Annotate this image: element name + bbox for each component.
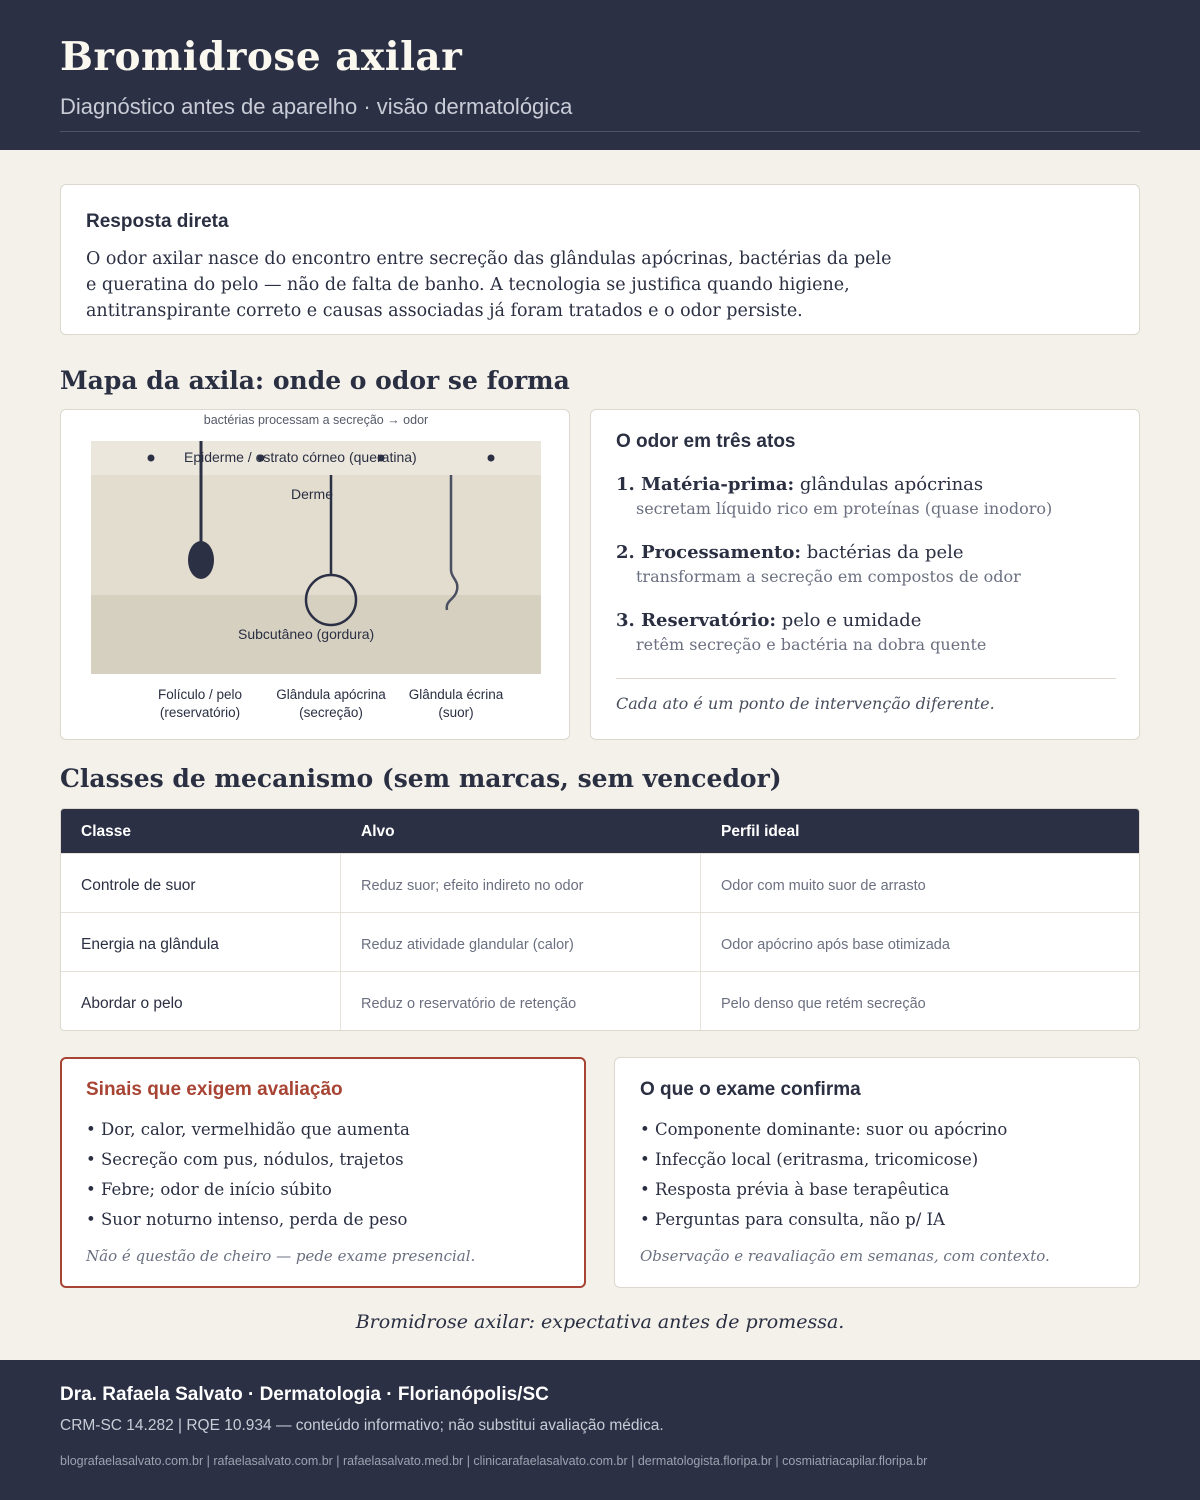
direct-answer-line: e queratina do pelo — não de falta de banho. A tecnologia se justifica quando higiene, — [86, 275, 850, 295]
table-cell-class: Energia na glândula — [81, 936, 219, 953]
header-divider — [60, 131, 1140, 132]
three-acts-card — [590, 409, 1140, 740]
legend-eccrine-name: Glândula écrina — [408, 687, 504, 702]
table-row — [61, 853, 1139, 912]
act-item — [616, 474, 1116, 518]
map-caption: bactérias processam a secreção → odor — [203, 413, 429, 427]
direct-answer-title: Resposta direta — [86, 211, 229, 232]
act-number: 2. — [616, 542, 635, 563]
table-cell-target: Reduz atividade glandular (calor) — [361, 937, 574, 953]
tagline: Bromidrose axilar: expectativa antes de promessa. — [355, 1311, 845, 1333]
list-item: • Resposta prévia à base terapêutica — [640, 1175, 1007, 1205]
table-cell-profile: Odor com muito suor de arrasto — [721, 878, 926, 894]
table-row — [61, 912, 1139, 971]
legend-follicle — [125, 686, 275, 722]
page-subtitle: Diagnóstico antes de aparelho · visão dermatológica — [60, 94, 573, 119]
dermis-label: Derme — [291, 486, 334, 502]
bacteria-dot — [148, 455, 155, 462]
legend-follicle-name: Folículo / pelo — [157, 687, 243, 702]
exam-confirms-card — [614, 1057, 1140, 1288]
author-name: Dra. Rafaela Salvato · Dermatologia · Florianópolis/SC — [60, 1384, 549, 1405]
list-item: • Infecção local (eritrasma, tricomicose) — [640, 1145, 1007, 1175]
footer-links: blografaelasalvato.com.br | rafaelasalvato.com.br | rafaelasalvato.med.br | clinicarafaelasalvato.com.br | dermatologista.floripa.br | cosmiatriacapilar.floripa.br — [60, 1454, 928, 1468]
table-cell-target: Reduz suor; efeito indireto no odor — [361, 878, 584, 894]
act-subject: glândulas apócrinas — [799, 474, 984, 495]
table-header — [61, 809, 1139, 853]
table-cell-profile: Pelo denso que retém secreção — [721, 996, 926, 1012]
warning-signs-list — [86, 1115, 410, 1235]
exam-confirms-title: O que o exame confirma — [640, 1079, 861, 1100]
classes-section-title: Classes de mecanismo (sem marcas, sem vencedor) — [60, 764, 782, 793]
exam-confirms-list — [640, 1115, 1007, 1235]
table-cell-target: Reduz o reservatório de retenção — [361, 996, 577, 1012]
act-description: secretam líquido rico em proteínas (quase inodoro) — [636, 499, 1053, 518]
list-item: • Secreção com pus, nódulos, trajetos — [86, 1145, 410, 1175]
direct-answer-line: antitranspirante correto e causas associadas já foram tratados e o odor persiste. — [86, 301, 803, 321]
table-cell-class: Abordar o pelo — [81, 995, 183, 1012]
column-divider — [700, 853, 701, 1030]
list-item: • Perguntas para consulta, não p/ IA — [640, 1205, 1007, 1235]
direct-answer-line: O odor axilar nasce do encontro entre secreção das glândulas apócrinas, bactérias da pele — [86, 249, 892, 269]
epidermis-label: Epiderme / estrato córneo (queratina) — [184, 449, 417, 465]
act-description: transformam a secreção em compostos de odor — [636, 567, 1021, 586]
column-divider — [340, 853, 341, 1030]
table-row — [61, 971, 1139, 1030]
column-header-target: Alvo — [361, 823, 395, 840]
act-subject: pelo e umidade — [781, 610, 922, 631]
table-cell-profile: Odor apócrino após base otimizada — [721, 937, 950, 953]
credentials-disclaimer: CRM-SC 14.282 | RQE 10.934 — conteúdo informativo; não substitui avaliação médica. — [60, 1417, 664, 1434]
acts-note: Cada ato é um ponto de intervenção diferente. — [616, 694, 995, 713]
direct-answer-card — [60, 184, 1140, 335]
hair-follicle-bulb — [188, 541, 214, 579]
act-item — [616, 542, 1116, 586]
bacteria-dot — [488, 455, 495, 462]
act-number: 3. — [616, 610, 635, 631]
exam-confirms-note: Observação e reavaliação em semanas, com contexto. — [640, 1247, 1050, 1265]
warning-signs-note: Não é questão de cheiro — pede exame presencial. — [86, 1247, 476, 1265]
mechanism-table — [60, 808, 1140, 1031]
acts-divider — [616, 678, 1116, 679]
list-item: • Suor noturno intenso, perda de peso — [86, 1205, 410, 1235]
act-number: 1. — [616, 474, 635, 495]
table-cell-class: Controle de suor — [81, 877, 196, 894]
legend-eccrine-role: (suor) — [438, 705, 474, 720]
list-item: • Febre; odor de início súbito — [86, 1175, 410, 1205]
map-section-title: Mapa da axila: onde o odor se forma — [60, 366, 570, 395]
warning-signs-card — [60, 1057, 586, 1288]
list-item: • Componente dominante: suor ou apócrino — [640, 1115, 1007, 1145]
column-header-class: Classe — [81, 823, 131, 840]
act-item — [616, 610, 1116, 654]
page-title: Bromidrose axilar — [60, 34, 463, 80]
act-label: Reservatório: — [641, 610, 776, 631]
subcutis-label: Subcutâneo (gordura) — [238, 626, 375, 642]
legend-apocrine-name: Glândula apócrina — [276, 687, 386, 702]
page-header — [0, 0, 1200, 150]
legend-eccrine — [381, 686, 531, 722]
list-item: • Dor, calor, vermelhidão que aumenta — [86, 1115, 410, 1145]
armpit-map-card — [60, 409, 570, 740]
direct-answer-text — [86, 246, 986, 324]
act-subject: bactérias da pele — [806, 542, 964, 563]
warning-signs-title: Sinais que exigem avaliação — [86, 1079, 343, 1100]
act-label: Processamento: — [641, 542, 801, 563]
legend-follicle-role: (reservatório) — [159, 705, 241, 720]
page-footer — [0, 1360, 1200, 1500]
act-label: Matéria-prima: — [641, 474, 795, 495]
column-header-profile: Perfil ideal — [721, 823, 800, 840]
act-description: retêm secreção e bactéria na dobra quente — [636, 635, 987, 654]
three-acts-title: O odor em três atos — [616, 431, 796, 452]
legend-apocrine-role: (secreção) — [299, 705, 363, 720]
